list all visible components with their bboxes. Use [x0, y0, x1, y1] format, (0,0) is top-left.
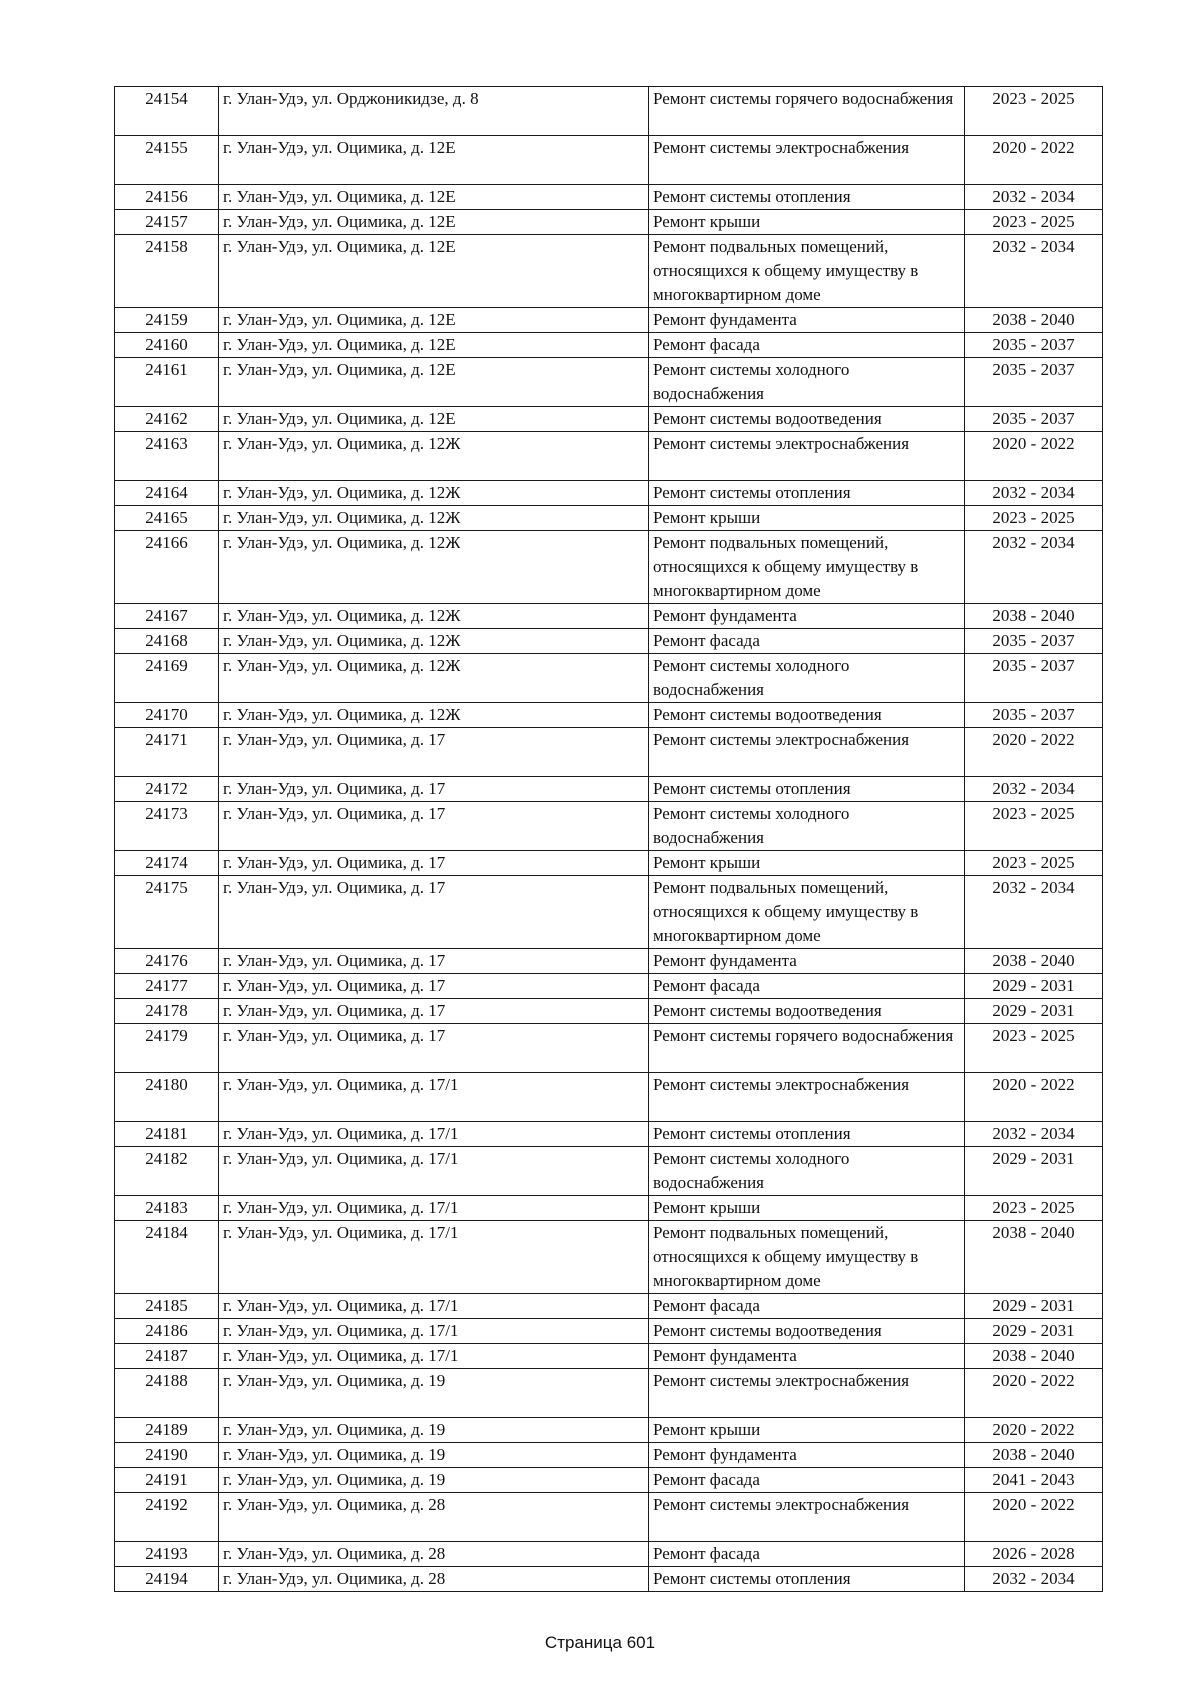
- work-type-cell: Ремонт системы отопления: [649, 185, 965, 210]
- period-cell: 2032 - 2034: [965, 185, 1103, 210]
- row-number-cell: 24186: [115, 1319, 219, 1344]
- address-cell: г. Улан-Удэ, ул. Оцимика, д. 19: [219, 1418, 649, 1443]
- address-cell: г. Улан-Удэ, ул. Оцимика, д. 19: [219, 1369, 649, 1418]
- period-cell: 2038 - 2040: [965, 308, 1103, 333]
- period-cell: 2023 - 2025: [965, 210, 1103, 235]
- table-row: [115, 308, 1103, 333]
- table-row: [115, 1443, 1103, 1468]
- table-row: [115, 1369, 1103, 1418]
- row-number-cell: 24173: [115, 802, 219, 851]
- table-row: [115, 1122, 1103, 1147]
- address-cell: г. Улан-Удэ, ул. Оцимика, д. 12Е: [219, 358, 649, 407]
- period-cell: 2020 - 2022: [965, 728, 1103, 777]
- row-number-cell: 24176: [115, 949, 219, 974]
- row-number-cell: 24172: [115, 777, 219, 802]
- row-number-cell: 24175: [115, 876, 219, 949]
- table-row: [115, 1073, 1103, 1122]
- work-type-cell: Ремонт системы холодного водоснабжения: [649, 1147, 965, 1196]
- row-number-cell: 24154: [115, 87, 219, 136]
- work-type-cell: Ремонт системы электроснабжения: [649, 1493, 965, 1542]
- address-cell: г. Улан-Удэ, ул. Оцимика, д. 17: [219, 974, 649, 999]
- table-row: [115, 1542, 1103, 1567]
- address-cell: г. Улан-Удэ, ул. Оцимика, д. 17/1: [219, 1073, 649, 1122]
- period-cell: 2023 - 2025: [965, 1024, 1103, 1073]
- row-number-cell: 24169: [115, 654, 219, 703]
- address-cell: г. Улан-Удэ, ул. Оцимика, д. 17/1: [219, 1294, 649, 1319]
- row-number-cell: 24170: [115, 703, 219, 728]
- table-row: [115, 604, 1103, 629]
- table-row: [115, 235, 1103, 308]
- work-type-cell: Ремонт фасада: [649, 333, 965, 358]
- row-number-cell: 24167: [115, 604, 219, 629]
- table-row: [115, 876, 1103, 949]
- period-cell: 2020 - 2022: [965, 1493, 1103, 1542]
- table-row: [115, 1468, 1103, 1493]
- address-cell: г. Улан-Удэ, ул. Оцимика, д. 19: [219, 1468, 649, 1493]
- work-type-cell: Ремонт фасада: [649, 629, 965, 654]
- address-cell: г. Улан-Удэ, ул. Оцимика, д. 12Ж: [219, 506, 649, 531]
- work-type-cell: Ремонт крыши: [649, 1196, 965, 1221]
- address-cell: г. Улан-Удэ, ул. Оцимика, д. 12Ж: [219, 604, 649, 629]
- period-cell: 2020 - 2022: [965, 432, 1103, 481]
- work-type-cell: Ремонт системы электроснабжения: [649, 432, 965, 481]
- address-cell: г. Улан-Удэ, ул. Оцимика, д. 12Ж: [219, 531, 649, 604]
- period-cell: 2038 - 2040: [965, 1344, 1103, 1369]
- row-number-cell: 24193: [115, 1542, 219, 1567]
- period-cell: 2020 - 2022: [965, 1418, 1103, 1443]
- address-cell: г. Улан-Удэ, ул. Оцимика, д. 17/1: [219, 1221, 649, 1294]
- table-row: [115, 851, 1103, 876]
- table-row: [115, 703, 1103, 728]
- table-row: [115, 481, 1103, 506]
- row-number-cell: 24182: [115, 1147, 219, 1196]
- row-number-cell: 24189: [115, 1418, 219, 1443]
- address-cell: г. Улан-Удэ, ул. Оцимика, д. 17: [219, 999, 649, 1024]
- address-cell: г. Улан-Удэ, ул. Оцимика, д. 17: [219, 728, 649, 777]
- row-number-cell: 24183: [115, 1196, 219, 1221]
- address-cell: г. Улан-Удэ, ул. Оцимика, д. 17: [219, 876, 649, 949]
- row-number-cell: 24158: [115, 235, 219, 308]
- capital-repair-table: [114, 86, 1103, 1592]
- period-cell: 2029 - 2031: [965, 1319, 1103, 1344]
- row-number-cell: 24160: [115, 333, 219, 358]
- row-number-cell: 24180: [115, 1073, 219, 1122]
- work-type-cell: Ремонт подвальных помещений, относящихся к общему имуществу в многоквартирном доме: [649, 531, 965, 604]
- period-cell: 2026 - 2028: [965, 1542, 1103, 1567]
- work-type-cell: Ремонт системы холодного водоснабжения: [649, 654, 965, 703]
- work-type-cell: Ремонт фундамента: [649, 604, 965, 629]
- table-body: [115, 87, 1103, 1592]
- address-cell: г. Улан-Удэ, ул. Оцимика, д. 17/1: [219, 1319, 649, 1344]
- row-number-cell: 24187: [115, 1344, 219, 1369]
- period-cell: 2032 - 2034: [965, 235, 1103, 308]
- row-number-cell: 24165: [115, 506, 219, 531]
- row-number-cell: 24184: [115, 1221, 219, 1294]
- table-row: [115, 506, 1103, 531]
- period-cell: 2029 - 2031: [965, 974, 1103, 999]
- work-type-cell: Ремонт системы электроснабжения: [649, 1073, 965, 1122]
- work-type-cell: Ремонт фундамента: [649, 1443, 965, 1468]
- row-number-cell: 24155: [115, 136, 219, 185]
- row-number-cell: 24178: [115, 999, 219, 1024]
- work-type-cell: Ремонт фасада: [649, 974, 965, 999]
- period-cell: 2035 - 2037: [965, 407, 1103, 432]
- address-cell: г. Улан-Удэ, ул. Оцимика, д. 12Е: [219, 333, 649, 358]
- period-cell: 2032 - 2034: [965, 876, 1103, 949]
- period-cell: 2032 - 2034: [965, 777, 1103, 802]
- work-type-cell: Ремонт системы водоотведения: [649, 1319, 965, 1344]
- table-row: [115, 1493, 1103, 1542]
- work-type-cell: Ремонт подвальных помещений, относящихся к общему имуществу в многоквартирном доме: [649, 235, 965, 308]
- table-row: [115, 728, 1103, 777]
- row-number-cell: 24168: [115, 629, 219, 654]
- table-row: [115, 802, 1103, 851]
- work-type-cell: Ремонт крыши: [649, 210, 965, 235]
- work-type-cell: Ремонт системы холодного водоснабжения: [649, 802, 965, 851]
- page-number: Страница 601: [544, 1633, 656, 1652]
- table-row: [115, 974, 1103, 999]
- row-number-cell: 24188: [115, 1369, 219, 1418]
- work-type-cell: Ремонт системы электроснабжения: [649, 1369, 965, 1418]
- table-row: [115, 210, 1103, 235]
- row-number-cell: 24159: [115, 308, 219, 333]
- period-cell: 2035 - 2037: [965, 703, 1103, 728]
- period-cell: 2023 - 2025: [965, 506, 1103, 531]
- work-type-cell: Ремонт системы отопления: [649, 1122, 965, 1147]
- table-row: [115, 1319, 1103, 1344]
- work-type-cell: Ремонт подвальных помещений, относящихся к общему имуществу в многоквартирном доме: [649, 876, 965, 949]
- work-type-cell: Ремонт системы электроснабжения: [649, 136, 965, 185]
- period-cell: 2032 - 2034: [965, 531, 1103, 604]
- work-type-cell: Ремонт системы водоотведения: [649, 703, 965, 728]
- row-number-cell: 24185: [115, 1294, 219, 1319]
- period-cell: 2038 - 2040: [965, 1443, 1103, 1468]
- address-cell: г. Улан-Удэ, ул. Оцимика, д. 17: [219, 851, 649, 876]
- address-cell: г. Улан-Удэ, ул. Оцимика, д. 12Е: [219, 210, 649, 235]
- period-cell: 2029 - 2031: [965, 1294, 1103, 1319]
- work-type-cell: Ремонт фундамента: [649, 308, 965, 333]
- address-cell: г. Улан-Удэ, ул. Оцимика, д. 12Е: [219, 235, 649, 308]
- row-number-cell: 24177: [115, 974, 219, 999]
- address-cell: г. Улан-Удэ, ул. Оцимика, д. 28: [219, 1542, 649, 1567]
- work-type-cell: Ремонт фундамента: [649, 949, 965, 974]
- row-number-cell: 24192: [115, 1493, 219, 1542]
- period-cell: 2038 - 2040: [965, 949, 1103, 974]
- table-row: [115, 999, 1103, 1024]
- table-row: [115, 654, 1103, 703]
- period-cell: 2038 - 2040: [965, 604, 1103, 629]
- work-type-cell: Ремонт крыши: [649, 506, 965, 531]
- table-row: [115, 432, 1103, 481]
- table-row: [115, 1147, 1103, 1196]
- work-type-cell: Ремонт системы электроснабжения: [649, 728, 965, 777]
- address-cell: г. Улан-Удэ, ул. Оцимика, д. 17/1: [219, 1147, 649, 1196]
- period-cell: 2029 - 2031: [965, 999, 1103, 1024]
- address-cell: г. Улан-Удэ, ул. Оцимика, д. 28: [219, 1493, 649, 1542]
- row-number-cell: 24164: [115, 481, 219, 506]
- row-number-cell: 24166: [115, 531, 219, 604]
- row-number-cell: 24157: [115, 210, 219, 235]
- work-type-cell: Ремонт крыши: [649, 1418, 965, 1443]
- address-cell: г. Улан-Удэ, ул. Оцимика, д. 17/1: [219, 1122, 649, 1147]
- work-type-cell: Ремонт системы водоотведения: [649, 407, 965, 432]
- period-cell: 2035 - 2037: [965, 654, 1103, 703]
- work-type-cell: Ремонт фасада: [649, 1468, 965, 1493]
- period-cell: 2023 - 2025: [965, 802, 1103, 851]
- period-cell: 2029 - 2031: [965, 1147, 1103, 1196]
- table-row: [115, 1344, 1103, 1369]
- address-cell: г. Улан-Удэ, ул. Оцимика, д. 17: [219, 1024, 649, 1073]
- table-row: [115, 1024, 1103, 1073]
- address-cell: г. Улан-Удэ, ул. Оцимика, д. 12Ж: [219, 481, 649, 506]
- period-cell: 2020 - 2022: [965, 1073, 1103, 1122]
- period-cell: 2038 - 2040: [965, 1221, 1103, 1294]
- address-cell: г. Улан-Удэ, ул. Оцимика, д. 17/1: [219, 1196, 649, 1221]
- row-number-cell: 24174: [115, 851, 219, 876]
- work-type-cell: Ремонт крыши: [649, 851, 965, 876]
- address-cell: г. Улан-Удэ, ул. Оцимика, д. 28: [219, 1567, 649, 1592]
- period-cell: 2035 - 2037: [965, 333, 1103, 358]
- table-row: [115, 333, 1103, 358]
- period-cell: 2020 - 2022: [965, 1369, 1103, 1418]
- table-row: [115, 1221, 1103, 1294]
- period-cell: 2041 - 2043: [965, 1468, 1103, 1493]
- table-row: [115, 629, 1103, 654]
- work-type-cell: Ремонт подвальных помещений, относящихся к общему имуществу в многоквартирном доме: [649, 1221, 965, 1294]
- period-cell: 2023 - 2025: [965, 87, 1103, 136]
- work-type-cell: Ремонт системы горячего водоснабжения: [649, 1024, 965, 1073]
- work-type-cell: Ремонт фундамента: [649, 1344, 965, 1369]
- table-row: [115, 1196, 1103, 1221]
- row-number-cell: 24162: [115, 407, 219, 432]
- period-cell: 2035 - 2037: [965, 358, 1103, 407]
- table-row: [115, 949, 1103, 974]
- period-cell: 2023 - 2025: [965, 1196, 1103, 1221]
- address-cell: г. Улан-Удэ, ул. Оцимика, д. 12Ж: [219, 629, 649, 654]
- table-row: [115, 1418, 1103, 1443]
- period-cell: 2032 - 2034: [965, 481, 1103, 506]
- address-cell: г. Улан-Удэ, ул. Оцимика, д. 17: [219, 949, 649, 974]
- table-row: [115, 87, 1103, 136]
- address-cell: г. Улан-Удэ, ул. Оцимика, д. 12Ж: [219, 432, 649, 481]
- table-row: [115, 136, 1103, 185]
- work-type-cell: Ремонт фасада: [649, 1542, 965, 1567]
- row-number-cell: 24179: [115, 1024, 219, 1073]
- period-cell: 2035 - 2037: [965, 629, 1103, 654]
- period-cell: 2032 - 2034: [965, 1567, 1103, 1592]
- address-cell: г. Улан-Удэ, ул. Оцимика, д. 19: [219, 1443, 649, 1468]
- table-row: [115, 407, 1103, 432]
- address-cell: г. Улан-Удэ, ул. Оцимика, д. 12Е: [219, 308, 649, 333]
- work-type-cell: Ремонт системы горячего водоснабжения: [649, 87, 965, 136]
- period-cell: 2023 - 2025: [965, 851, 1103, 876]
- table-row: [115, 1294, 1103, 1319]
- row-number-cell: 24161: [115, 358, 219, 407]
- work-type-cell: Ремонт системы отопления: [649, 481, 965, 506]
- address-cell: г. Улан-Удэ, ул. Оцимика, д. 17/1: [219, 1344, 649, 1369]
- work-type-cell: Ремонт системы водоотведения: [649, 999, 965, 1024]
- address-cell: г. Улан-Удэ, ул. Оцимика, д. 12Ж: [219, 654, 649, 703]
- address-cell: г. Улан-Удэ, ул. Оцимика, д. 12Е: [219, 136, 649, 185]
- address-cell: г. Улан-Удэ, ул. Оцимика, д. 17: [219, 777, 649, 802]
- work-type-cell: Ремонт системы отопления: [649, 777, 965, 802]
- address-cell: г. Улан-Удэ, ул. Оцимика, д. 17: [219, 802, 649, 851]
- period-cell: 2032 - 2034: [965, 1122, 1103, 1147]
- address-cell: г. Улан-Удэ, ул. Оцимика, д. 12Е: [219, 407, 649, 432]
- table-row: [115, 1567, 1103, 1592]
- period-cell: 2020 - 2022: [965, 136, 1103, 185]
- table-row: [115, 358, 1103, 407]
- row-number-cell: 24194: [115, 1567, 219, 1592]
- row-number-cell: 24156: [115, 185, 219, 210]
- row-number-cell: 24190: [115, 1443, 219, 1468]
- work-type-cell: Ремонт системы отопления: [649, 1567, 965, 1592]
- table-row: [115, 531, 1103, 604]
- row-number-cell: 24163: [115, 432, 219, 481]
- table-row: [115, 185, 1103, 210]
- row-number-cell: 24171: [115, 728, 219, 777]
- row-number-cell: 24181: [115, 1122, 219, 1147]
- table-row: [115, 777, 1103, 802]
- address-cell: г. Улан-Удэ, ул. Оцимика, д. 12Е: [219, 185, 649, 210]
- row-number-cell: 24191: [115, 1468, 219, 1493]
- work-type-cell: Ремонт фасада: [649, 1294, 965, 1319]
- work-type-cell: Ремонт системы холодного водоснабжения: [649, 358, 965, 407]
- address-cell: г. Улан-Удэ, ул. Орджоникидзе, д. 8: [219, 87, 649, 136]
- address-cell: г. Улан-Удэ, ул. Оцимика, д. 12Ж: [219, 703, 649, 728]
